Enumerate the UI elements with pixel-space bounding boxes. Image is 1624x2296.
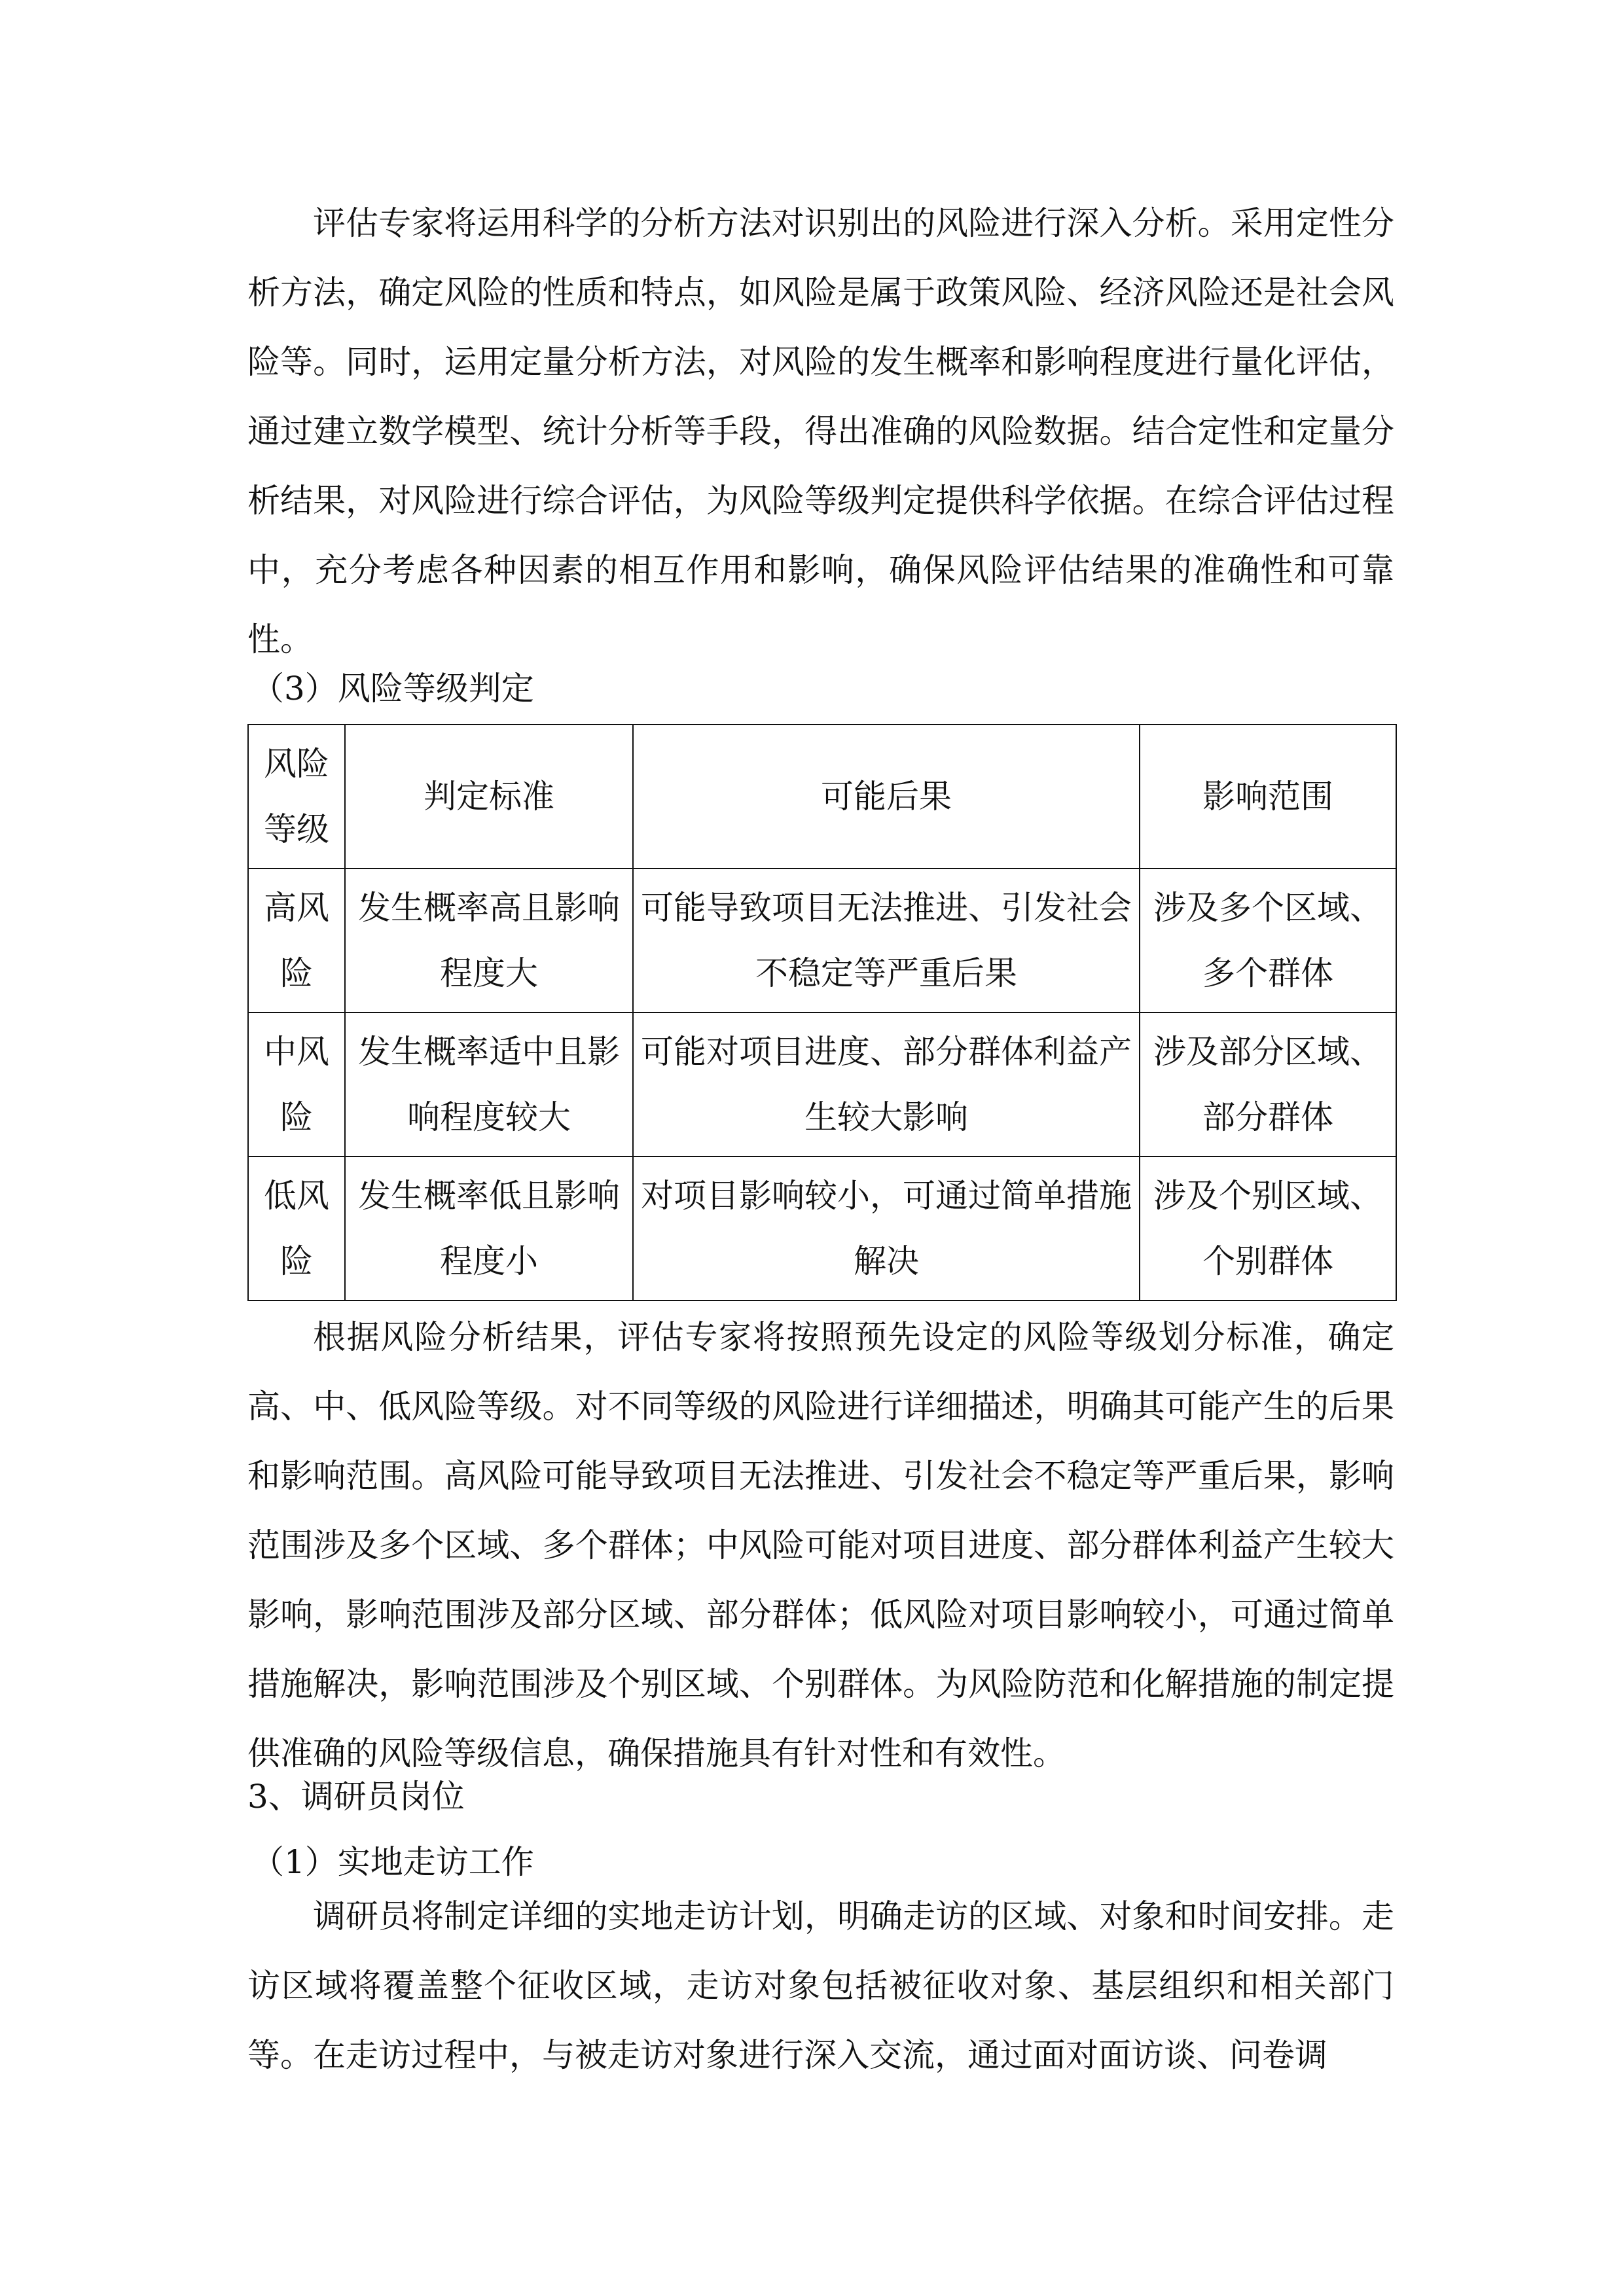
table-cell: 对项目影响较小，可通过简单措施解决: [633, 1157, 1140, 1300]
heading-risk-level: （3）风险等级判定: [251, 670, 534, 708]
paragraph-field-visit: 调研员将制定详细的实地走访计划，明确走访的区域、对象和时间安排。走访区域将覆盖整个征收区域，走访对象包括被征收对象、基层组织和相关部门等。在走访过程中，与被走访对象进行深入交流，通过面对面访谈、问卷调: [247, 1897, 1394, 2074]
heading-section-3: 3、调研员岗位: [247, 1778, 465, 1816]
table-row: [248, 1013, 1396, 1157]
table-cell: 涉及多个区域、多个群体: [1140, 869, 1396, 1013]
paragraph-risk-analysis: 评估专家将运用科学的分析方法对识别出的风险进行深入分析。采用定性分析方法，确定风险的性质和特点，如风险是属于政策风险、经济风险还是社会风险等。同时，运用定量分析方法，对风险的发生概率和影响程度进行量化评估，通过建立数学模型、统计分析等手段，得出准确的风险数据。结合定性和定量分析结果，对风险进行综合评估，为风险等级判定提供科学依据。在综合评估过程中，充分考虑各种因素的相互作用和影响，确保风险评估结果的准确性和可靠性。: [247, 204, 1394, 658]
risk-level-table: [247, 724, 1397, 1301]
table-cell: 发生概率低且影响程度小: [345, 1157, 633, 1300]
table-cell: 可能对项目进度、部分群体利益产生较大影响: [633, 1013, 1140, 1157]
table-cell: 可能导致项目无法推进、引发社会不稳定等严重后果: [633, 869, 1140, 1013]
table-cell: 涉及部分区域、部分群体: [1140, 1013, 1396, 1157]
table-cell: 涉及个别区域、个别群体: [1140, 1157, 1396, 1300]
table-cell: 低风险: [248, 1157, 345, 1300]
table-header-cell: 判定标准: [345, 725, 633, 869]
table-header-cell: 可能后果: [633, 725, 1140, 869]
paragraph-risk-grading: 根据风险分析结果，评估专家将按照预先设定的风险等级划分标准，确定高、中、低风险等级。对不同等级的风险进行详细描述，明确其可能产生的后果和影响范围。高风险可能导致项目无法推进、引发社会不稳定等严重后果，影响范围涉及多个区域、多个群体；中风险可能对项目进度、部分群体利益产生较大影响，影响范围涉及部分区域、部分群体；低风险对项目影响较小，可通过简单措施解决，影响范围涉及个别区域、个别群体。为风险防范和化解措施的制定提供准确的风险等级信息，确保措施具有针对性和有效性。: [247, 1318, 1394, 1772]
table-cell: 发生概率高且影响程度大: [345, 869, 633, 1013]
table-header-cell: 影响范围: [1140, 725, 1396, 869]
table-row: [248, 1157, 1396, 1300]
table-cell: 发生概率适中且影响程度较大: [345, 1013, 633, 1157]
heading-field-visit: （1）实地走访工作: [251, 1843, 534, 1881]
table-cell: 中风险: [248, 1013, 345, 1157]
table-header-row: [248, 725, 1396, 869]
table-row: [248, 869, 1396, 1013]
table-header-cell: 风险等级: [248, 725, 345, 869]
table-cell: 高风险: [248, 869, 345, 1013]
